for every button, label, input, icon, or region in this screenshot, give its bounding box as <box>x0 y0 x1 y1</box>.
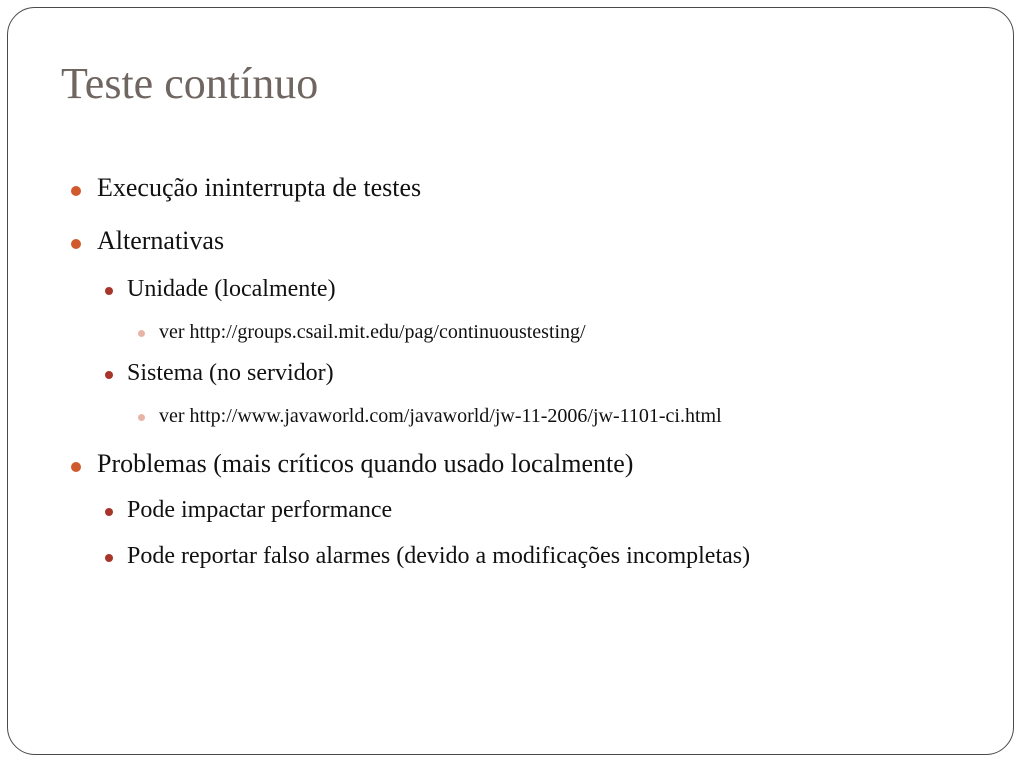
bullet-unidade: Unidade (localmente) <box>127 276 336 302</box>
bullet-execucao: Execução ininterrupta de testes <box>97 173 422 202</box>
bullet-link-javaworld: ver http://www.javaworld.com/javaworld/jw-11-2006/jw-1101-ci.html <box>159 405 722 427</box>
bullet-dot <box>105 287 113 295</box>
bullet-dot <box>71 239 81 249</box>
bullet-link-continuoustesting: ver http://groups.csail.mit.edu/pag/continuoustesting/ <box>159 321 586 343</box>
bullet-dot <box>105 554 113 562</box>
slide <box>7 7 1014 755</box>
bullet-impactar: Pode impactar performance <box>127 497 393 523</box>
bullet-dot <box>105 371 113 379</box>
bullet-alternativas: Alternativas <box>97 226 225 255</box>
bullet-dot <box>138 414 145 421</box>
bullet-dot <box>138 330 145 337</box>
bullet-sistema: Sistema (no servidor) <box>127 360 334 386</box>
bullet-dot <box>105 508 113 516</box>
bullet-dot <box>71 462 81 472</box>
bullet-falso-alarmes: Pode reportar falso alarmes (devido a modificações incompletas) <box>127 543 751 569</box>
bullet-dot <box>71 186 81 196</box>
bullet-problemas: Problemas (mais críticos quando usado localmente) <box>97 449 634 478</box>
slide-title: Teste contínuo <box>61 59 319 108</box>
